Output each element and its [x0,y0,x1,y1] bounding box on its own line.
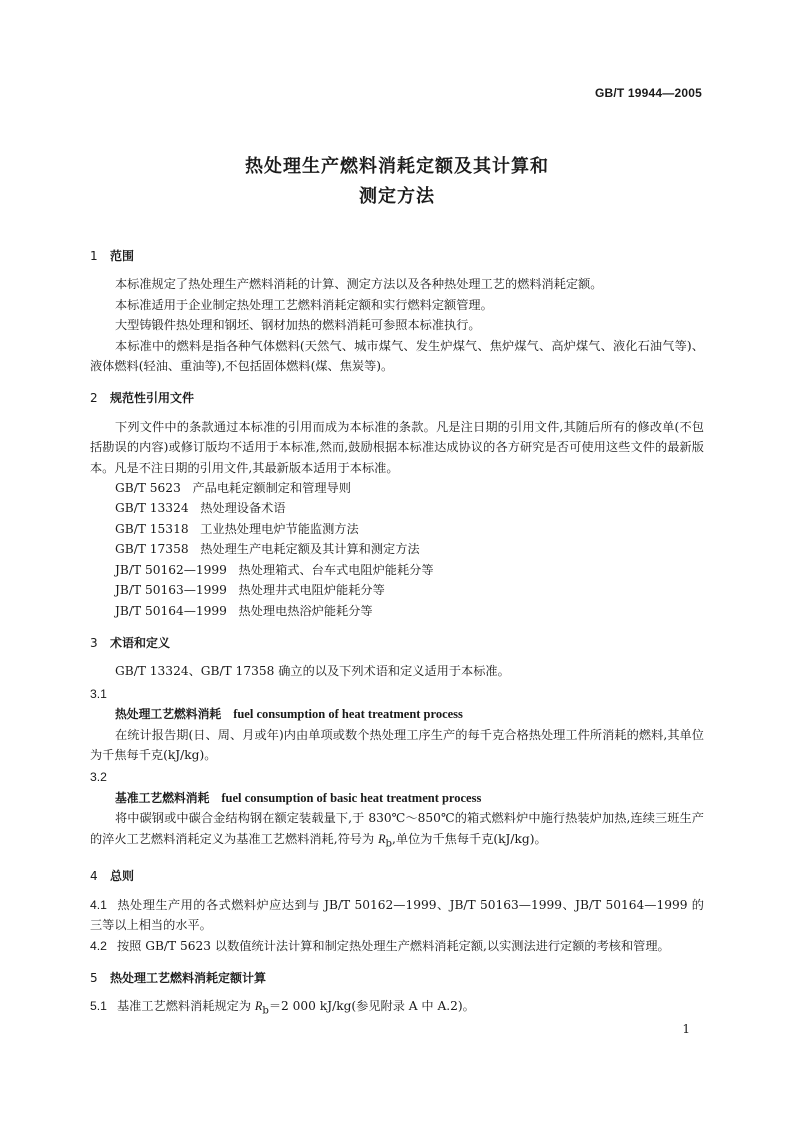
reference-item: GB/T 13324 热处理设备术语 [115,501,286,516]
section-title: 术语和定义 [110,635,171,650]
clause-item: 4.2 按照 GB/T 5623 以数值统计法计算和制定热处理生产燃料消耗定额,以实测法进行定额的考核和管理。 [90,938,670,953]
section-title: 热处理工艺燃料消耗定额计算 [110,971,267,986]
page-number: 1 [682,1022,690,1036]
clause-number: 5.1 [90,999,107,1014]
section-heading-calculation [90,968,704,988]
term-entry [90,788,704,808]
section-number: 4 [90,869,98,884]
section-number: 5 [90,971,98,986]
reference-item: JB/T 50162—1999 热处理箱式、台车式电阻炉能耗分等 [115,562,434,577]
section-number: 2 [90,391,98,406]
clause-number: 4.1 [90,897,107,912]
symbol: R [254,999,263,1014]
term-definition: 在统计报告期(日、周、月或年)内由单项或数个热处理工序生产的每千克合格热处理工件所消耗的燃料,其单位为千焦每千克(kJ/kg)。 [90,727,704,762]
paragraph: 大型铸锻件热处理和钢坯、钢材加热的燃料消耗可参照本标准执行。 [115,318,481,333]
term-definition: 将中碳钢或中碳合金结构钢在额定装载量下,于 830℃～850℃的箱式燃料炉中施行热装炉加热,连续三班生产的淬火工艺燃料消耗定义为基准工艺燃料消耗,符号为 $R_b$,单位为千焦每千克(kJ/kg)。 [90,811,704,849]
document-title-line2: 测定方法 [359,186,435,207]
reference-item: GB/T 17358 热处理生产电耗定额及其计算和测定方法 [115,542,420,557]
paragraph: 下列文件中的条款通过本标准的引用而成为本标准的条款。凡是注日期的引用文件,其随后所有的修改单(不包括勘误的内容)或修订版均不适用于本标准,然而,鼓励根据本标准达成协议的各方研究是否可使用这些文件的最新版本。凡是不注日期的引用文件,其最新版本适用于本标准。 [90,419,704,475]
symbol-subscript: b [262,1005,269,1017]
section-number: 1 [90,249,98,263]
section-title: 范围 [110,249,135,263]
reference-item: GB/T 5623 产品电耗定额制定和管理导则 [115,481,351,496]
section-title: 总则 [110,869,135,884]
clause-number: 4.2 [90,938,107,953]
term-en: fuel consumption of heat treatment process [233,707,463,722]
section-heading-general [90,866,704,886]
clause-number: 3.2 [90,770,107,785]
paragraph: 本标准规定了热处理生产燃料消耗的计算、测定方法以及各种热处理工艺的燃料消耗定额。 [115,277,603,292]
section-heading-normative-references [90,388,704,408]
section-heading-terms [90,633,704,653]
reference-item: GB/T 15318 工业热处理电炉节能监测方法 [115,521,359,536]
term-zh: 基准工艺燃料消耗 [115,790,210,805]
document-title-line1: 热处理生产燃料消耗定额及其计算和 [245,156,549,177]
section-heading-scope [90,246,704,266]
paragraph: 本标准适用于企业制定热处理工艺燃料消耗定额和实行燃料定额管理。 [115,297,493,312]
clause-number: 3.1 [90,686,107,701]
clause-item: 4.1 热处理生产用的各式燃料炉应达到与 JB/T 50162—1999、JB/T 50163—1999、JB/T 50164—1999 的三等以上相当的水平。 [90,897,704,933]
reference-item: JB/T 50163—1999 热处理井式电阻炉能耗分等 [115,583,385,598]
document-body [90,240,704,1022]
reference-item: JB/T 50164—1999 热处理电热浴炉能耗分等 [115,603,373,618]
clause-item: 5.1 基准工艺燃料消耗规定为 $R_b=2$ 000 kJ/kg(参见附录 A 中 A.2)。 [90,999,475,1017]
section-title: 规范性引用文件 [110,391,195,406]
section-number: 3 [90,635,98,650]
paragraph: 本标准中的燃料是指各种气体燃料(天然气、城市煤气、发生炉煤气、焦炉煤气、高炉煤气、液化石油气等)、液体燃料(轻油、重油等),不包括固体燃料(煤、焦炭等)。 [90,338,704,374]
symbol: R [378,831,386,846]
term-en: fuel consumption of basic heat treatment process [221,790,482,805]
symbol-subscript: b [385,838,393,849]
paragraph: GB/T 13324、GB/T 17358 确立的以及下列术语和定义适用于本标准。 [115,664,510,679]
term-entry [90,704,704,724]
standard-number-header: GB/T 19944—2005 [594,86,702,100]
term-zh: 热处理工艺燃料消耗 [115,707,222,722]
